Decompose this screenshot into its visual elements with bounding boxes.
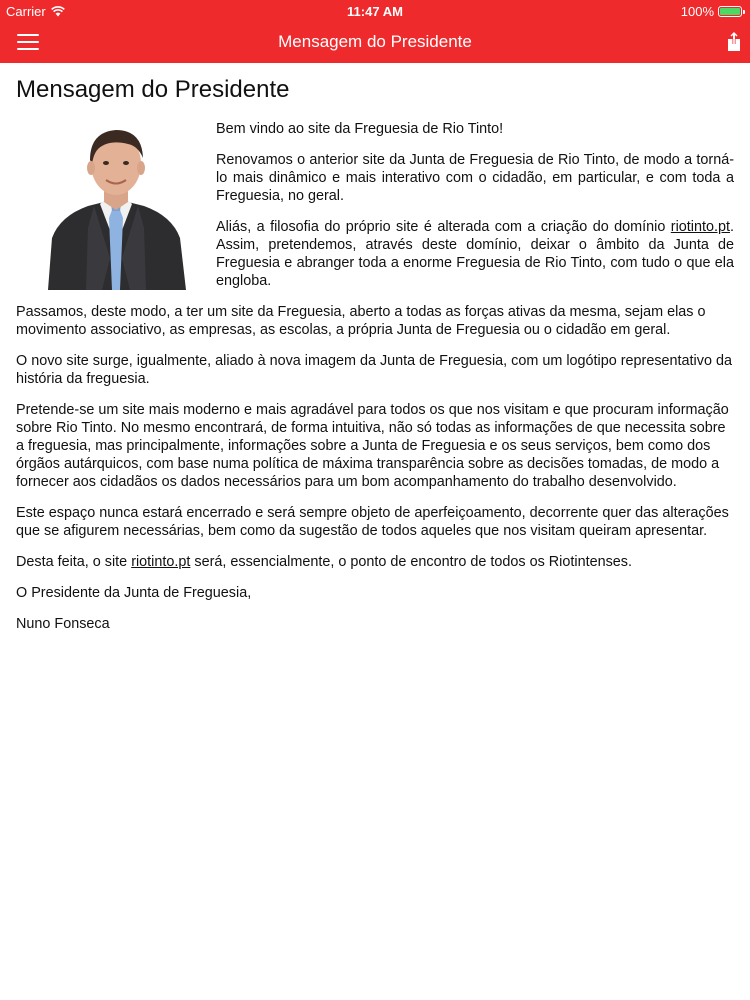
paragraph-pretende: Pretende-se um site mais moderno e mais agradável para todos os que nos visitam e que procuram informação sobre Rio Tinto. No mesmo encontrará, de forma intuitiva, não só todas as informações de que necessita sobre a freguesia, mas principalmente, informações sobre a Junta de Freguesia e os seus serviços, bem como dos órgãos autárquicos, com base numa política de máxima transparência sobre as decisões tomadas, de modo a fornecer aos cidadãos os dados necessários para um bom acompanhamento do trabalho desenvolvido.: [16, 402, 729, 490]
paragraph-signature: Nuno Fonseca: [16, 616, 110, 632]
share-icon: [726, 31, 742, 53]
paragraph-welcome: Bem vindo ao site da Freguesia de Rio Tinto!: [216, 121, 504, 137]
nav-title: Mensagem do Presidente: [278, 32, 472, 51]
battery-indicator: [681, 4, 742, 19]
share-button[interactable]: [726, 31, 742, 53]
riotinto-link-2[interactable]: riotinto.pt: [131, 554, 191, 570]
paragraph-presidente-title: O Presidente da Junta de Freguesia,: [16, 585, 252, 601]
page-title: Mensagem do Presidente: [16, 76, 290, 103]
intro-section: [16, 115, 734, 303]
battery-icon: [718, 6, 742, 17]
paragraph-passamos: Passamos, deste modo, a ter um site da Freguesia, aberto a todas as forças ativas da mesma, sejam elas o movimento associativo, as empresas, as escolas, a própria Junta de Freguesia ou o cidadão em geral.: [16, 304, 706, 338]
president-portrait-icon: [16, 118, 216, 290]
status-time: 11:47 AM: [347, 4, 403, 19]
carrier-label: Carrier: [6, 4, 46, 19]
status-bar: [0, 0, 750, 22]
riotinto-link[interactable]: riotinto.pt: [670, 219, 730, 235]
paragraph-renovamos: Renovamos o anterior site da Junta de Freguesia de Rio Tinto, de modo a torná-lo mais dinâmico e mais interativo com o cidadão, em particular, e com toda a Freguesia, no geral.: [216, 152, 734, 204]
paragraph-desta-feita: Desta feita, o site riotinto.pt será, essencialmente, o ponto de encontro de todos os Riotintenses.: [16, 554, 632, 570]
president-photo: [16, 118, 216, 290]
main-content: [16, 63, 734, 646]
navigation-bar: [0, 22, 750, 63]
battery-percent: 100%: [680, 4, 714, 19]
paragraph-filosofia: Aliás, a filosofia do próprio site é alterada com a criação do domínio riotinto.pt. Assim, pretendemos, através deste domínio, deixar o âmbito da Junta de Freguesia e abranger toda a enorme Freguesia de Rio Tinto, com tudo o que ela engloba.: [216, 219, 734, 289]
paragraph-novo-site: O novo site surge, igualmente, aliado à nova imagem da Junta de Freguesia, com um logótipo representativo da história da freguesia.: [16, 353, 732, 387]
paragraph-espaco: Este espaço nunca estará encerrado e será sempre objeto de aperfeiçoamento, decorrente quer das alterações que se afigurem necessárias, bem como da sugestão de todos aqueles que nos visitam queiram apresentar.: [16, 505, 729, 539]
intro-text: [216, 115, 734, 303]
